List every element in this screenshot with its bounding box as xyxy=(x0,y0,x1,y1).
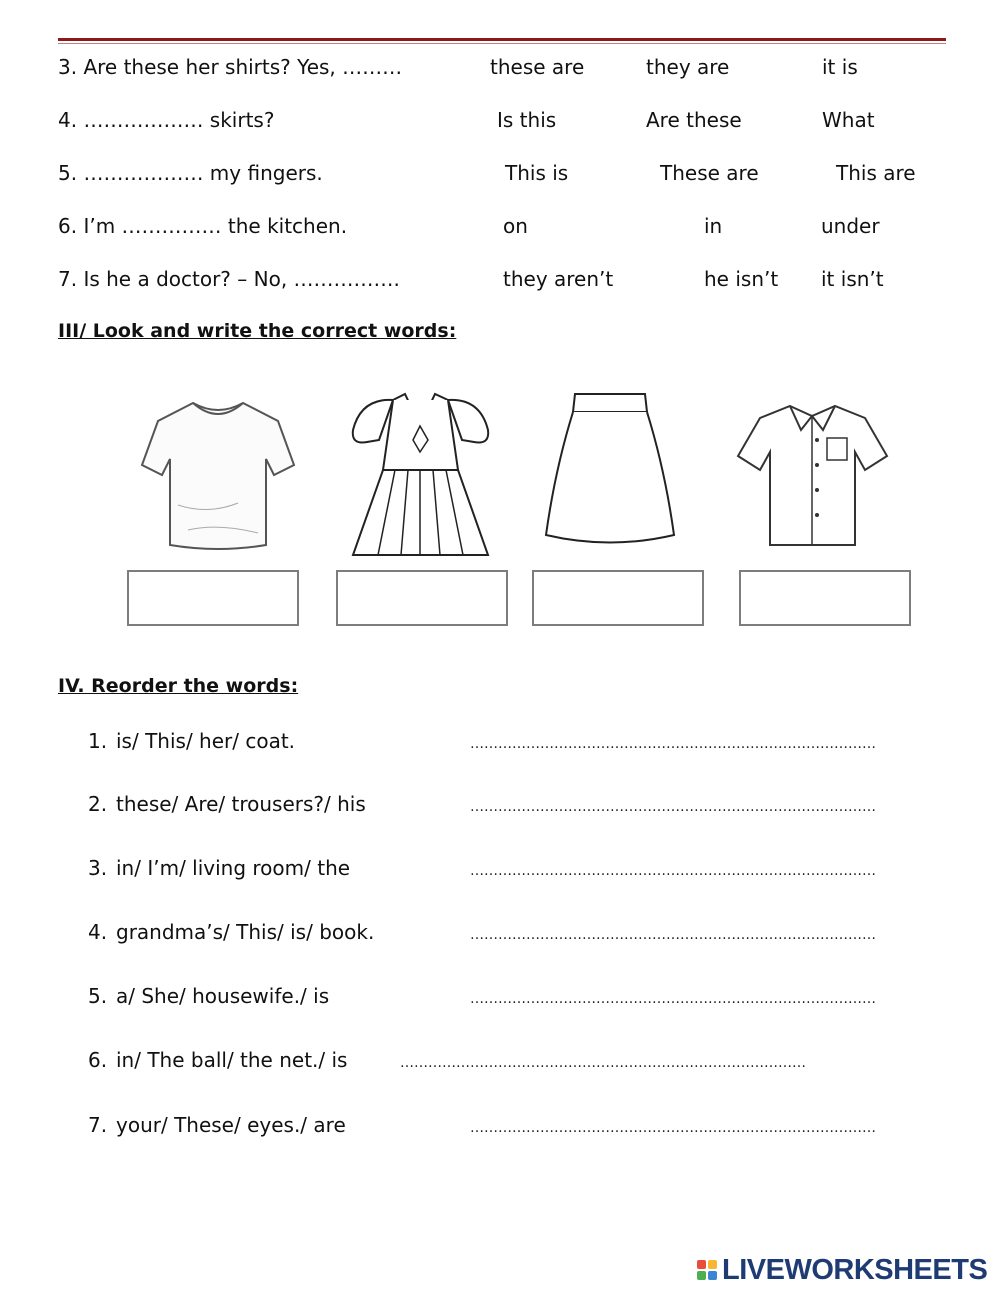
option-q5-c[interactable]: This are xyxy=(836,161,916,185)
option-q6-b[interactable]: in xyxy=(704,214,723,238)
answer-line-2[interactable]: …………………………………………………………………………… xyxy=(470,799,876,815)
section-4-heading: IV. Reorder the words: xyxy=(58,675,299,697)
logo-block-green xyxy=(697,1271,706,1280)
question-6: 6. I’m …………… the kitchen. xyxy=(58,214,348,238)
answer-box-t-shirt[interactable] xyxy=(127,570,299,626)
option-q5-b[interactable]: These are xyxy=(660,161,759,185)
option-q5-a[interactable]: This is xyxy=(505,161,569,185)
option-q3-a[interactable]: these are xyxy=(490,55,585,79)
option-q3-c[interactable]: it is xyxy=(822,55,858,79)
reorder-item-4: 4. grandma’s/ This/ is/ book. xyxy=(88,920,375,944)
reorder-item-2: 2. these/ Are/ trousers?/ his xyxy=(88,792,366,816)
answer-box-skirt[interactable] xyxy=(532,570,704,626)
question-4: 4. ……………… skirts? xyxy=(58,108,275,132)
shirt-icon xyxy=(735,400,890,550)
t-shirt-icon xyxy=(138,395,298,555)
logo-block-blue xyxy=(708,1271,717,1280)
question-3: 3. Are these her shirts? Yes, ……… xyxy=(58,55,403,79)
answer-line-1[interactable]: …………………………………………………………………………… xyxy=(470,736,876,752)
option-q7-c[interactable]: it isn’t xyxy=(821,267,884,291)
liveworksheets-logo xyxy=(697,1252,987,1288)
skirt-icon xyxy=(540,390,680,550)
section-3-heading: III/ Look and write the correct words: xyxy=(58,320,457,342)
option-q4-c[interactable]: What xyxy=(822,108,875,132)
answer-line-3[interactable]: …………………………………………………………………………… xyxy=(470,863,876,879)
option-q4-b[interactable]: Are these xyxy=(646,108,742,132)
answer-box-shirt[interactable] xyxy=(739,570,911,626)
logo-block-red xyxy=(697,1260,706,1269)
reorder-item-5: 5. a/ She/ housewife./ is xyxy=(88,984,330,1008)
reorder-item-6: 6. in/ The ball/ the net./ is xyxy=(88,1048,348,1072)
top-border-line-thin xyxy=(58,43,946,44)
option-q3-b[interactable]: they are xyxy=(646,55,730,79)
reorder-item-7: 7. your/ These/ eyes./ are xyxy=(88,1113,346,1137)
reorder-item-1: 1. is/ This/ her/ coat. xyxy=(88,729,296,753)
dress-icon xyxy=(343,390,498,565)
reorder-item-3: 3. in/ I’m/ living room/ the xyxy=(88,856,351,880)
option-q7-a[interactable]: they aren’t xyxy=(503,267,614,291)
answer-line-6[interactable]: …………………………………………………………………………… xyxy=(400,1055,806,1071)
logo-block-yellow xyxy=(708,1260,717,1269)
option-q6-a[interactable]: on xyxy=(503,214,528,238)
question-5: 5. ……………… my fingers. xyxy=(58,161,323,185)
answer-line-5[interactable]: …………………………………………………………………………… xyxy=(470,991,876,1007)
option-q7-b[interactable]: he isn’t xyxy=(704,267,779,291)
question-7: 7. Is he a doctor? – No, ……………. xyxy=(58,267,400,291)
logo-blocks-icon xyxy=(697,1260,717,1280)
answer-box-dress[interactable] xyxy=(336,570,508,626)
logo-text: LIVEWORKSHEETS xyxy=(722,1253,988,1286)
option-q4-a[interactable]: Is this xyxy=(497,108,557,132)
answer-line-4[interactable]: …………………………………………………………………………… xyxy=(470,927,876,943)
answer-line-7[interactable]: …………………………………………………………………………… xyxy=(470,1120,876,1136)
option-q6-c[interactable]: under xyxy=(821,214,880,238)
top-border-line xyxy=(58,38,946,41)
